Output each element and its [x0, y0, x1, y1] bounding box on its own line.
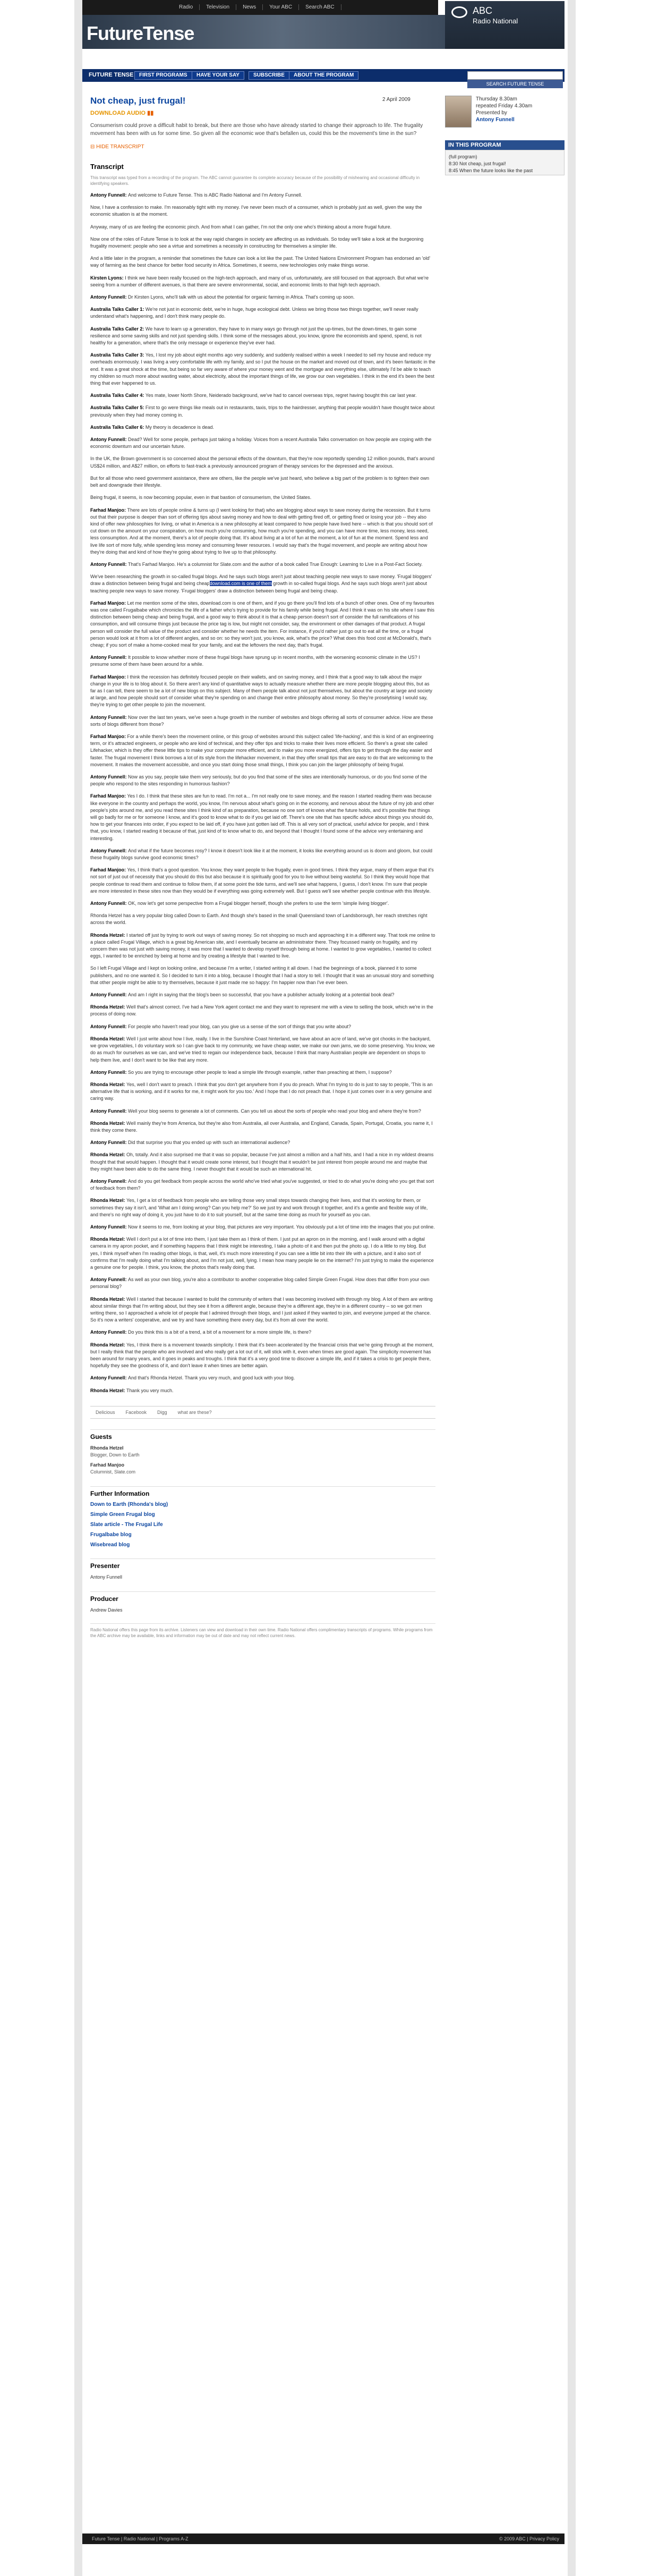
search-input[interactable] — [467, 71, 563, 80]
speaker-name: Rhonda Hetzel: — [90, 1081, 127, 1087]
presenter-heading: Presenter — [90, 1558, 435, 1570]
transcript-heading: Transcript — [90, 163, 124, 171]
top-nav — [173, 4, 341, 10]
nav-about[interactable]: ABOUT THE PROGRAM — [289, 71, 358, 80]
right-column — [445, 96, 565, 175]
rn-text: Radio National — [473, 17, 518, 25]
highlighted-text: download.com is one of them — [209, 581, 272, 587]
transcript-paragraph: We've been researching the growth in so-called frugal blogs. And he says such blogs aren't just about teaching people new ways to save money. 'Frugal bloggers' draw a distinction between being frugal and being cheapdownload.com is one of them growth in so-called frugal blogs. And he says such blogs aren't just about teaching people new ways to save money. 'Frugal bloggers' draw a distinction between being frugal and being cheap. — [90, 574, 432, 594]
bottom-bar — [82, 2533, 565, 2544]
right-margin — [568, 0, 576, 2576]
transcript-paragraph: Australia Talks Caller 3: Yes, I lost my job about eight months ago very suddenly, and suddenly realised within a week I needed to sell my house and reduce my overheads enormously. I was living a very comfortable life with my family, and so I put the house on the market and moved out of town, and it's been fantastic in the end. It was a great shock at the time, but being so far very aware of where your money went and the mortgage and everything else, ultimately I'd be able to teach my children so much more about wasting water, about electricity, about the important things of life, we grow our own vegetables. I think in the end it's been the best thing that ever happened to us. — [90, 352, 435, 386]
speaker-name: Rhonda Hetzel: — [90, 1120, 127, 1126]
speaker-name: Australia Talks Caller 2: — [90, 326, 146, 332]
transcript-paragraph: Australia Talks Caller 6: My theory is decadence is dead. — [90, 424, 214, 430]
top-nav-link[interactable]: Radio — [173, 4, 200, 10]
speaker-name: Australia Talks Caller 6: — [90, 424, 146, 430]
transcript-paragraph: Australia Talks Caller 2: We have to learn up a generation, they have to in many ways go through not just the up-times, but the down-times, to gain some resilience and some saving skills and not just spending skills. I think some of the messages about, you know, ignore the economists and spend, spend, is not healthy for a generation, where that's the only message or experience they've ever had. — [90, 326, 422, 346]
guest-name: Farhad Manjoo — [90, 1462, 125, 1468]
speaker-name: Antony Funnell: — [90, 1277, 128, 1283]
abc-logo[interactable] — [445, 1, 565, 49]
further-info-link[interactable]: Simple Green Frugal blog — [90, 1511, 155, 1518]
producer-heading: Producer — [90, 1591, 435, 1603]
top-nav-link[interactable]: News — [236, 4, 263, 10]
top-bar — [82, 0, 438, 15]
presenter-link[interactable]: Antony Funnell — [476, 117, 515, 123]
transcript-paragraph: Farhad Manjoo: I think the recession has definitely focused people on their wallets, and on saving money, and I think that a good way to talk about the major change in your life is to blog about it. So there aren't any kind of quantitative ways to actually measure whether there are more people blogging about this, but as far as I can tell, there seem to be a lot of new blogs on this subject. Many of them people talk about not just themselves, but about the country at large and society at large, and how people should sort of consider what they're spending on and change their entire philosophy about money. So they're proselytising I would say, they're trying to get other people to join the movement. — [90, 674, 432, 708]
transcript-paragraph: Antony Funnell: Well your blog seems to generate a lot of comments. Can you tell us about the sorts of people who read your blog and where they're from? — [90, 1108, 421, 1114]
producer-name: Andrew Davies — [90, 1607, 123, 1613]
transcript-paragraph: Antony Funnell: And that's Rhonda Hetzel. Thank you very much, and good luck with your blog. — [90, 1375, 295, 1381]
banner — [82, 15, 445, 49]
speaker-name: Antony Funnell: — [90, 561, 128, 567]
transcript-paragraph: Antony Funnell: For people who haven't read your blog, can you give us a sense of the sort of things that you write about? — [90, 1023, 351, 1029]
transcript-paragraph: Being frugal, it seems, is now becoming popular, even in that bastion of consumerism, the United States. — [90, 495, 312, 501]
speaker-name: Australia Talks Caller 1: — [90, 307, 146, 312]
nav-subscribe[interactable]: SUBSCRIBE — [249, 71, 289, 80]
presenter-box — [445, 96, 565, 128]
speaker-name: Antony Funnell: — [90, 192, 128, 198]
disclaimer: This transcript was typed from a recording of the program. The ABC cannot guarantee its complete accuracy because of the possibility of mishearing and occasional difficulty in identifying speakers. — [90, 175, 420, 186]
abc-text: ABC — [473, 5, 493, 16]
guests-list — [90, 1445, 435, 1476]
transcript-paragraph: Now, I have a confession to make. I'm reasonably tight with my money. I've never been much of a consumer, which is probably just as well, given the way the economic situation is at the moment. — [90, 205, 422, 217]
intro: Consumerism could prove a difficult habit to break, but there are those who have already started to change their approach to life. The frugality movement has been with us for some time. So given all the economic woe that's befallen us, could this be the movement's time in the sun? — [90, 123, 423, 137]
transcript-paragraph: Antony Funnell: Do you think this is a bit of a trend, a bit of a movement for a more simple life, is there? — [90, 1329, 312, 1335]
abc-logo-icon — [451, 6, 467, 18]
transcript-paragraph: Antony Funnell: Now it seems to me, from looking at your blog, that pictures are very important. You obviously put a lot of time into the images that you put online. — [90, 1224, 435, 1230]
transcript-paragraph: Farhad Manjoo: For a while there's been the movement online, or this group of websites around this subject called 'life-hacking', and this is kind of an engineering term, or it's attracted engineers, or people who are kind of technical, and they offer tips and tricks to make their lives more efficient. So there's a great site called Lifehacker, which is they offer these little tips to make your computer more efficient, and to make you more energized, offers tips to get through the day easier and faster. The frugal movement I think borrows a lot of its style from the lifehacker movement, in that they offer small tips that are easy to do that are welcoming to the movement. It makes the movement accessible, and once you start doing those small things, I think you can join the larger philosophy of being frugal. — [90, 733, 433, 767]
presenter-photo — [445, 96, 472, 128]
in-this-program-list — [445, 150, 565, 175]
transcript-paragraph: Antony Funnell: OK, now let's get some perspective from a Frugal blogger herself, though she prefers to use the term 'simple living blogger'. — [90, 901, 389, 906]
speaker-name: Australia Talks Caller 5: — [90, 405, 146, 411]
speaker-name: Rhonda Hetzel: — [90, 1387, 127, 1393]
guests-heading: Guests — [90, 1429, 435, 1440]
presenter-name: Antony Funnell — [90, 1574, 123, 1580]
transcript-paragraph: Rhonda Hetzel: Yes, well I don't want to preach. I think that you don't get anywhere from if you do preach. What I'm trying to do is just to say to people, 'This is an alternative life that is working, and if it works for me, it might work for you too.' And I hope that I do not preach that. I hope it just comes over in a very genuine and caring way. — [90, 1081, 433, 1101]
speaker-name: Antony Funnell: — [90, 774, 128, 779]
transcript-paragraph: Australia Talks Caller 5: First to go were things like meals out in restaurants, taxis, trips to the hairdresser, anything that people wouldn't have thought twice about previously when they had money coming in. — [90, 405, 435, 418]
speaker-name: Rhonda Hetzel: — [90, 1004, 127, 1010]
transcript-paragraph: Rhonda Hetzel: Well I don't put a lot of time into them, I just take them as I think of them. I just put an apron on in the morning, and I walk around with a digital camera in my apron pocket, and if something happens that I think might be interesting, I take a photo of it and then put the photo up. I do a little to my blog. But yes, I think myself when I'm reading other blogs, is that, well, it's much more interesting if you can see a little bit into their life with a picture, and it also sort of confirms that I'm really doing what I'm talking about, and I'm not just, well, lying. I mean how many people lie on the internet? I'm just trying to make the experience a genuine one for people. I think, you know, the photos that's really doing that. — [90, 1236, 434, 1270]
further-info-link[interactable]: Frugalbabe blog — [90, 1531, 132, 1538]
transcript-paragraph: Antony Funnell: Now over the last ten years, we've seen a huge growth in the number of websites and blogs offering all sorts of consumer advice. How are these sorts of blogs different from those? — [90, 714, 433, 727]
in-this-program-heading: IN THIS PROGRAM — [445, 140, 565, 150]
speaker-name: Antony Funnell: — [90, 1108, 128, 1114]
top-nav-link[interactable]: Search ABC — [299, 4, 341, 10]
transcript-paragraph: But for all those who need government assistance, there are others, like the people we've just heard, who believe a big part of the problem is to tighten their own belt and downgrade their lifestyle. — [90, 475, 430, 488]
further-info-heading: Further Information — [90, 1486, 435, 1497]
transcript-paragraph: Rhonda Hetzel: Well I just write about how I live, really. I live in the Sunshine Coast hinterland, we have about an acre of land, we've got chooks in the backyard, we grow vegetables, I do voluntary work so I can give back to my community, we have cheap water, we make our own jams, we do some preserving. You know, we do as much for ourselves as we can, and we've tried to regain our independence back, because I think that many Australian people are dependent on shops to help them live, and I don't want to be like that any more. — [90, 1036, 435, 1063]
transcript-paragraph: Australia Talks Caller 4: Yes mate, lower North Shore, Neiderado background, we've had to cancel overseas trips, regret having bought this car last year. — [90, 393, 417, 399]
speaker-name: Antony Funnell: — [90, 655, 128, 660]
share-link[interactable]: what are these? — [177, 1409, 212, 1415]
presented-by: Presented by — [476, 110, 507, 116]
speaker-name: Antony Funnell: — [90, 1069, 128, 1075]
speaker-name: Antony Funnell: — [90, 1224, 128, 1230]
links-list — [90, 1502, 435, 1548]
speaker-name: Kirsten Lyons: — [90, 275, 125, 281]
program-item[interactable]: 8:45 When the future looks like the past — [449, 168, 533, 173]
speaker-name: Farhad Manjoo: — [90, 507, 127, 513]
transcript-paragraph: Australia Talks Caller 1: We're not just in economic debt, we're in huge, huge ecological debt. Unless we bring those two things together, we'll never really understand what's happening, and I don't think many people do. — [90, 307, 418, 319]
bottom-links[interactable]: Future Tense | Radio National | Programs A-Z — [92, 2536, 189, 2541]
transcript-paragraph: So I left Frugal Village and I kept on looking online, and because I'm a writer, I started writing it all down. I had the beginnings of a book, planned it to some publishers, and no one wanted it. So I decided to turn it into a blog, because I thought that I had a story to tell. I thought that it was an unusual story and something that other people might be able to try themselves, because it just made me so happy: I'm happier now than I've ever been. — [90, 965, 434, 985]
transcript-paragraph: Antony Funnell: Dr Kirsten Lyons, who'll talk with us about the potential for organic farming in Africa. That's coming up soon. — [90, 294, 355, 300]
share-link[interactable]: Delicious — [96, 1409, 115, 1415]
footer-note: Radio National offers this page from its archive. Listeners can view and download in their own time. Radio National offers complimentary transcripts of programs. While programs from the ABC archive may be available, links and information may be out of date and may not reflect current news. — [90, 1623, 435, 1639]
transcript-paragraph: Antony Funnell: And welcome to Future Tense. This is ABC Radio National and I'm Antony Funnell. — [90, 192, 303, 198]
transcript-paragraph: Rhonda Hetzel: Oh, totally. And it also surprised me that it was so popular, because I've just almost a million and a half hits, and I had a nice in my wildest dreams thought that that would happen. I thought that it would create some interest, but I thought that it wouldn't be just interest from people around me and maybe that they might have been able to do the same thing. I never thought that it would be such an international hit. — [90, 1152, 434, 1172]
transcript-paragraph: Farhad Manjoo: Let me mention some of the sites, download.com is one of them, and if you go there you'll find lots of a bunch of other ones. One of my favourites was one called Frugalbabe which chronicles the life of a father who's trying to provide for his family while being frugal. And I think it was on his site where I saw this distinction between being cheap and being frugal, and a good way to think about it is that a cheap person doesn't sort of consider the full ramifications of his consumption, and will consume things just because the price tag is low, but might not consider, say, the environment or other damages of that product. A frugal person will consider the full value of the product and consider whether he needs the item. For instance, if you'd rather just go out to eat all the time, or a frugal person would look at it from a lot of different angles, and so on: so they won't just, you know, ask, what's the price? What does this food cost at McDonald's, that's cheap; if you sort of make a home-cooked meal for your family, and eat the leftovers the next day, that's frugal. — [90, 600, 435, 648]
speaker-name: Rhonda Hetzel: — [90, 1152, 127, 1158]
further-info-link[interactable]: Down to Earth (Rhonda's blog) — [90, 1501, 168, 1507]
speaker-name: Rhonda Hetzel: — [90, 1296, 127, 1302]
minus-icon: ⊟ — [90, 144, 95, 150]
guest — [90, 1462, 435, 1476]
audio-icon: ▮▮ — [147, 110, 154, 116]
speaker-name: Australia Talks Caller 3: — [90, 352, 146, 358]
transcript-paragraph: Rhonda Hetzel has a very popular blog called Down to Earth. And though she's based in the small Queensland town of Landsborough, her reach stretches right across the world. — [90, 913, 427, 926]
program-item[interactable]: (full program) — [449, 154, 477, 159]
guest-name: Rhonda Hetzel — [90, 1445, 124, 1451]
speaker-name: Farhad Manjoo: — [90, 793, 127, 799]
speaker-name: Antony Funnell: — [90, 437, 128, 443]
transcript-paragraph: Rhonda Hetzel: Yes, I get a lot of feedback from people who are telling those very small steps towards changing their lives, and that it's working for them, or sometimes they say it isn't, and 'What am I doing wrong? Can you help me?' So we just try and work through it together, and it's a gentle and flexible way of life, and there's no right way of doing it, you just have to do it to suit yourself, but at the same time doing as much for yourself as you can. — [90, 1198, 428, 1217]
time: Thursday 8.30am — [476, 96, 517, 102]
transcript-paragraph: Antony Funnell: As well as your own blog, you're also a contributor to another cooperative blog called Simple Green Frugal. How does that differ from your own personal blog? — [90, 1277, 430, 1290]
speaker-name: Rhonda Hetzel: — [90, 1342, 127, 1348]
speaker-name: Antony Funnell: — [90, 714, 128, 720]
left-margin — [74, 0, 82, 2576]
further-info-link[interactable]: Wisebread blog — [90, 1541, 130, 1548]
speaker-name: Antony Funnell: — [90, 901, 128, 906]
hide-transcript-link[interactable]: ⊟ HIDE TRANSCRIPT — [90, 144, 144, 150]
transcript-paragraph: Antony Funnell: Dead? Well for some people, perhaps just taking a holiday. Voices from a recent Australia Talks conversation on how people are coping with the economic downturn and our uncertain future. — [90, 437, 432, 450]
speaker-name: Farhad Manjoo: — [90, 867, 127, 873]
share-link[interactable]: Facebook — [125, 1409, 147, 1415]
speaker-name: Antony Funnell: — [90, 1140, 128, 1146]
search-button[interactable]: SEARCH FUTURE TENSE — [467, 80, 563, 88]
speaker-name: Farhad Manjoo: — [90, 674, 127, 680]
download-audio-link[interactable]: DOWNLOAD AUDIO ▮▮ — [90, 110, 154, 116]
transcript-paragraph: Antony Funnell: Now as you say, people take them very seriously, but do you find that some of the sites are intentionally humorous, or do you find some of the people who respond to the sites responding in humorous fashion? — [90, 774, 427, 787]
transcript-paragraph: And a little later in the program, a reminder that sometimes the future can look a lot like the past. The United Nations Environment Program has endorsed an 'old' way of farming as the best chance for better food security in Africa. Sometimes, it seems, new technologies only make things worse. — [90, 256, 431, 268]
speaker-name: Australia Talks Caller 4: — [90, 393, 146, 399]
speaker-name: Rhonda Hetzel: — [90, 1236, 127, 1242]
transcript-paragraph: Rhonda Hetzel: Well that's almost correct. I've had a New York agent contact me and they want to represent me with a view to selling the book, which we're in the process of doing now. — [90, 1004, 433, 1017]
transcript — [90, 192, 435, 1394]
top-nav-link[interactable]: Television — [200, 4, 236, 10]
transcript-paragraph: Antony Funnell: And am I right in saying that the blog's been so successful, that you have a publisher actually looking at a potential book deal? — [90, 992, 395, 998]
nav-home[interactable]: FUTURE TENSE — [84, 71, 138, 80]
transcript-paragraph: Antony Funnell: That's Farhad Manjoo. He's a columnist for Slate.com and the author of a book called True Enough: Learning to Live in a Post-Fact Society. — [90, 561, 423, 567]
transcript-paragraph: Rhonda Hetzel: Well I started that because I wanted to build the community of writers that I was becoming involved with through my blog. A lot of them are writing about similar things that I'm writing about, but they see it from a different angle, because they're a different age, they're in a different country -- so we got men writing there, so I approached a whole lot of people that I admired through their blogs, and I just asked if they wanted to join, and everyone jumped at the chance. So it's now a writers' cooperative, and we try and have something there every day, but it's from all over the world. — [90, 1296, 433, 1323]
guest-role: Columnist, Slate.com — [90, 1469, 136, 1475]
banner-title: FutureTense — [87, 22, 194, 44]
transcript-paragraph: Rhonda Hetzel: Yes, I think there is a movement towards simplicity. I think that it's been accelerated by the financial crisis that we're going through at the moment, but I really think that the people who are involved and who really get a lot out of it, will stick with it, even when times are good again. The simplicity movement has been around for many years, and it goes in peaks and troughs. I think that it's a very good time to discover a simple life, and if it takes a crisis to get people there, hopefully they see the goodness of it, and don't leave it when times are better again. — [90, 1342, 434, 1369]
transcript-paragraph: Rhonda Hetzel: Well mainly they're from America, but they're also from Australia, all over Australia, and England, Canada, Spain, Portugal, Croatia, you name it, I think they come there. — [90, 1120, 433, 1133]
nav-first-programs[interactable]: FIRST PROGRAMS — [134, 71, 192, 80]
speaker-name: Farhad Manjoo: — [90, 600, 127, 606]
copyright[interactable]: © 2009 ABC | Privacy Policy — [499, 2536, 559, 2541]
further-info-link[interactable]: Slate article - The Frugal Life — [90, 1521, 163, 1528]
repeat: repeated Friday 4.30am — [476, 103, 533, 109]
transcript-paragraph: Rhonda Hetzel: I started off just by trying to work out ways of saving money. So not shopping so much and approaching it in a different way. That took me online to a place called Frugal Village, which is a great big American site, and I eventually became an administrator there. They focussed mainly on frugality, and my concern then was not just with saving money, it was more that I wanted to develop myself through being at home. I wanted to grow vegetables, I wanted to collect eggs, I wanted to be enriched by being at home and by creating a lifestyle that I wanted to live. — [90, 932, 435, 959]
transcript-paragraph: Antony Funnell: Did that surprise you that you ended up with such an international audience? — [90, 1140, 290, 1146]
speaker-name: Antony Funnell: — [90, 848, 128, 853]
speaker-name: Rhonda Hetzel: — [90, 1198, 127, 1204]
date: 2 April 2009 — [382, 97, 410, 103]
nav-have-your-say[interactable]: HAVE YOUR SAY — [192, 71, 244, 80]
transcript-paragraph: Farhad Manjoo: Yes, I think that's a good question. You know, they want people to live frugally, even in good times. I think they argue, many of them argue that it's not sort of just out of necessity that you should do this but also because it is spiritually good for you to live without being wasteful. So I think they would hope that people continue to read them and continue to follow them, if at some point the tide turns, and we'll see what happens, I guess, I don't know. I'm sure that people are more interested in these sites now than they would be if everything was going extremely well. But I guess we'll see whether people continue with this lifestyle. — [90, 867, 434, 894]
speaker-name: Antony Funnell: — [90, 992, 128, 998]
transcript-paragraph: Antony Funnell: And do you get feedback from people across the world who've tried what you've suggested, or tried to do what you're doing who you get that sort of feedback from them? — [90, 1178, 434, 1191]
transcript-paragraph: Farhad Manjoo: Yes I do. I think that these sites are fun to read. I'm not a... I'm not really one to save money, and the reason I started reading them was because like everyone in the country and perhaps the world, you know, I'm nervous about what's going on in the economy, and nervous about the future of my job and other people's jobs around me, and you read these sites I think kind of as preparation, because no one sort of knows what the future holds, and it's possible that things will go badly for me or for someone I know, and it's good to know what to do if you get laid off. There's one site that has specific advice about things you should do, how to get your finances into order, if you expect to be laid off, if you have just gotten laid off. This is all very sort of practical, useful advice for people, and I think that, you know, I started reading it because of that, just kind of to know what to do, and beyond that I thought I found some of the advice very entertaining and interesting. — [90, 793, 434, 841]
share-bar — [90, 1406, 435, 1419]
transcript-paragraph: Antony Funnell: So you are trying to encourage other people to lead a simple life through example, rather than preaching at them, I suppose? — [90, 1069, 392, 1075]
transcript-paragraph: Antony Funnell: It possible to know whether more of these frugal blogs have sprung up in recent months, with the worsening economic climate in the US? I presume some of them have been around for a while. — [90, 655, 420, 667]
transcript-paragraph: Now one of the roles of Future Tense is to look at the way rapid changes in society are affecting us as individuals. So today we'll take a look at the burgeoning frugality movement: people who see a virtue and sometimes a necessity in constructing for themselves a simpler life. — [90, 236, 424, 249]
speaker-name: Antony Funnell: — [90, 1023, 128, 1029]
transcript-paragraph: Antony Funnell: And what if the future becomes rosy? I know it doesn't look like it at the moment, it looks like everything around us is doom and gloom, but could these frugality blogs survive good economic times? — [90, 848, 433, 861]
transcript-paragraph: Rhonda Hetzel: Thank you very much. — [90, 1387, 174, 1393]
program-item[interactable]: 8:30 Not cheap, just frugal! — [449, 161, 506, 166]
speaker-name: Farhad Manjoo: — [90, 733, 127, 739]
transcript-paragraph: In the UK, the Brown government is so concerned about the personal effects of the downturn, that they're now reportedly spending 12 million pounds, that's around US$24 million, and A$27 million, on efforts to fast-track a previously announced program of therapy services for the depressed and the anxious. — [90, 456, 435, 469]
transcript-paragraph: Kirsten Lyons: I think we have been really focused on the high-tech approach, and many of us, unfortunately, are still focused on that approach. But what we're seeing from a number of different avenues, is that there are severe environmental, social, and economic limits to that high tech approach. — [90, 275, 429, 287]
main-content — [90, 96, 435, 1639]
transcript-paragraph: Anyway, many of us are feeling the economic pinch. And from what I can gather, I'm not the only one who's thinking about a more frugal future. — [90, 224, 392, 230]
top-nav-link[interactable]: Your ABC — [263, 4, 299, 10]
speaker-name: Antony Funnell: — [90, 294, 128, 300]
speaker-name: Rhonda Hetzel: — [90, 932, 127, 938]
transcript-paragraph: Farhad Manjoo: There are lots of people online & turns up (I went looking for that) who are blogging about ways to save money during the recession. But it turns out that their purpose is deeper than sort of offering tips about saving money and how to deal with getting fired off, or getting fined or losing your job -- they also kind of offer new philosophies for living, or what in America is a new philosophy at least compared to how people have lived here -- which is that you should sort of cut down on the amount on your conspiration, on how much you're consuming, how much you're spending, and you can have more time, less money, less need, less consumption. And at the moment, there's a lot of people doing that. It's about living at a lot of fun at the moment, a lot of fun at the moment. Spend less and live life sort of more fully, while spending less money and consuming fewer resources. I would say that's the frugal movement, and people are writing about how they're doing that and kind of how they're going about trying to live up to that philosophy. — [90, 507, 433, 555]
speaker-name: Rhonda Hetzel: — [90, 1036, 127, 1041]
speaker-name: Antony Funnell: — [90, 1178, 128, 1184]
page-title: Not cheap, just frugal! — [90, 96, 186, 106]
guest-role: Blogger, Down to Earth — [90, 1452, 140, 1458]
share-link[interactable]: Digg — [157, 1409, 167, 1415]
guest — [90, 1445, 435, 1459]
speaker-name: Antony Funnell: — [90, 1329, 128, 1335]
speaker-name: Antony Funnell: — [90, 1375, 128, 1381]
